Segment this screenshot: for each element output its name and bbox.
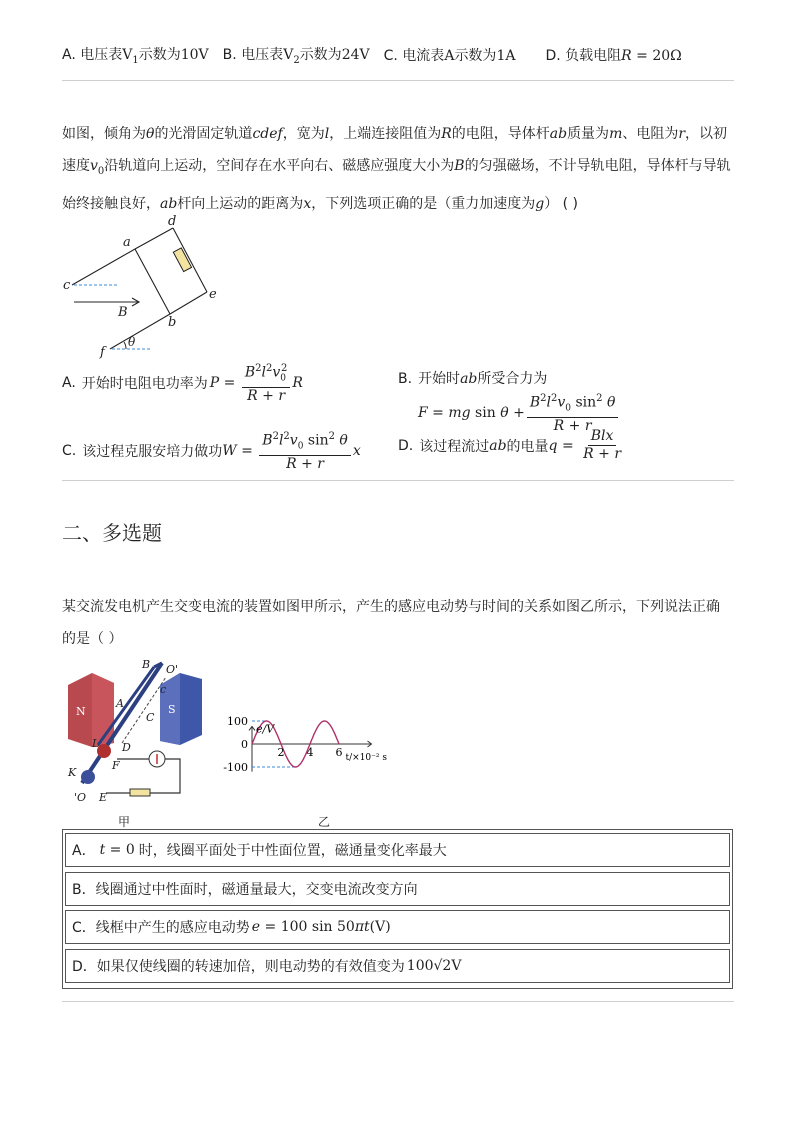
label-o2: 'O [74, 791, 87, 804]
y-tick-label: 100 [227, 715, 248, 728]
label-e: e [209, 287, 217, 302]
generator-figure [62, 655, 202, 805]
label-a: A [116, 697, 124, 710]
label-b: b [168, 315, 177, 330]
label-d: D [122, 741, 131, 754]
rail-figure [60, 212, 230, 362]
gen-option-a[interactable]: A． t = 0 时，线圈平面处于中性面位置，磁通量变化率最大 [65, 833, 730, 867]
label-f: f [100, 345, 105, 360]
label-o1: O' [166, 663, 179, 676]
slip-ring-2 [81, 770, 95, 784]
rod-ab [135, 249, 170, 314]
label-a: a [123, 235, 131, 250]
rail-option-b: B. 开始时ab所受合力为 F = mg sin θ + $\frac{B^2l^2v_0 \sin^2 \theta}{R + r}$ [398, 368, 620, 435]
x-tick-label: 6 [335, 746, 343, 759]
gen-stem-line-1: 某交流发电机产生交变电流的装置如图甲所示，产生的感应电动势与时间的关系如图乙所示，下列说法正确 [62, 599, 720, 615]
label-f: F [112, 759, 120, 772]
label-d: d [168, 214, 177, 229]
label-e: E [99, 791, 108, 804]
prev-option-d: D. 负载电阻R = 20Ω [545, 47, 682, 64]
prev-option-a: A. 电压表$V_1$示数为10V [62, 47, 209, 66]
rail-be [170, 292, 207, 314]
y-tick-label: -100 [223, 761, 248, 774]
gen-stem-line-2: 的是（ ） [62, 631, 123, 647]
gen-option-c[interactable]: C． 线框中产生的感应电动势 e = 100 sin 50πt(V) [65, 910, 730, 944]
rail-ca [72, 249, 135, 285]
rail-option-c: C. 该过程克服安培力做功 W = $\frac{B^2l^2v_0 \sin^2 \theta}{R + r}$ x [62, 428, 361, 473]
x-tick-label: 4 [306, 746, 314, 759]
label-c: c [63, 278, 71, 293]
x-tick-label: 2 [277, 746, 285, 759]
y-axis-label: e/V [256, 722, 275, 736]
y-tick-label: 0 [241, 738, 248, 751]
section-title: 二、多选题 [62, 521, 162, 545]
theta-arc [124, 342, 126, 349]
generator-question-stem [62, 591, 736, 655]
label-n: N [76, 705, 86, 718]
resistor-icon [130, 789, 150, 796]
prev-options-row [62, 44, 682, 66]
label-field-b: B [118, 305, 128, 320]
resistor-icon [173, 248, 191, 272]
prev-option-c: C. 电流表A示数为1A [383, 47, 516, 64]
divider [62, 80, 734, 81]
rail-question-stem [62, 118, 736, 220]
rail-option-a: A. 开始时电阻电功率为 P = $\frac{B^2l^2v_0^2}{R + r}$ R [62, 360, 303, 405]
label-b: B [142, 658, 151, 671]
gen-option-b[interactable]: B． 线圈通过中性面时，磁通量最大，交变电流改变方向 [65, 872, 730, 906]
gen-option-d[interactable]: D． 如果仅使线圈的转速加倍，则电动势的有效值变为 100√2V [65, 949, 730, 983]
label-theta: θ [128, 335, 136, 349]
prev-option-b: B. 电压表$V_2$示数为24V [222, 47, 370, 66]
stem-line-1: 如图，倾角为θ的光滑固定轨道cdef，宽为l，上端连接阻值为R的电阻，导体杆ab质量为m、电阻为r，以初 [62, 126, 728, 142]
fig-left-caption: 甲 [118, 815, 131, 829]
divider [62, 1001, 734, 1002]
rail-option-d: D. 该过程流过 ab 的电量 q = $\frac{\text{Blx}}{R + r}$ [398, 428, 622, 462]
rail-ad [135, 228, 173, 249]
label-c: C [146, 711, 155, 724]
divider [62, 480, 734, 481]
label-k: K [68, 766, 77, 779]
x-axis-label: t/×10⁻² s [345, 753, 387, 763]
stem-line-2: 速度$v_0$沿轨道向上运动，空间存在水平向右、磁感应强度大小为B的匀强磁场，不计导轨电阻，导体杆与导轨 [62, 158, 731, 177]
label-s: S [168, 703, 176, 716]
label-c-small: c [160, 683, 167, 696]
fig-right-caption: 乙 [318, 815, 331, 829]
emf-chart [218, 688, 418, 778]
stem-line-3: 始终接触良好，ab杆向上运动的距离为x，下列选项正确的是（重力加速度为g） ( ) [62, 195, 579, 212]
label-l: L [92, 737, 100, 750]
